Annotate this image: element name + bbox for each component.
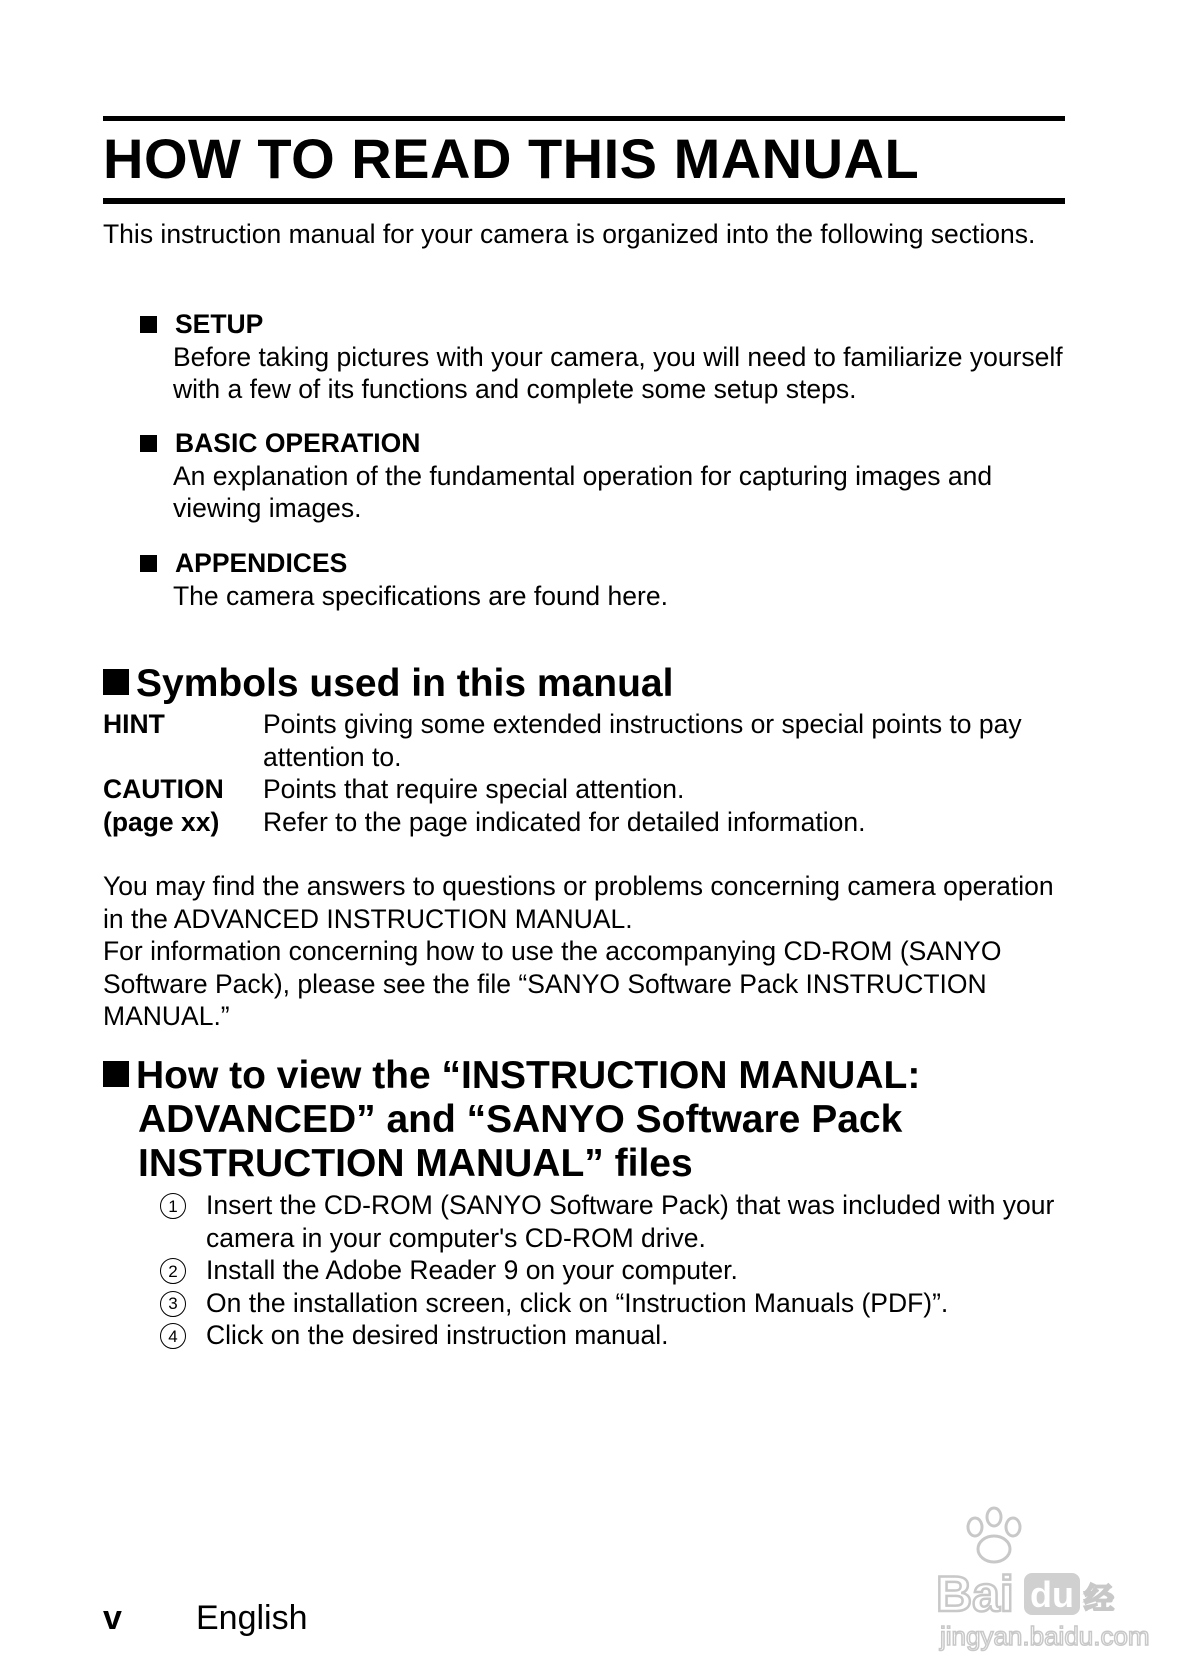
title-bottom-rule <box>103 198 1065 204</box>
section-heading: BASIC OPERATION <box>175 428 421 458</box>
step-item <box>160 1254 1065 1287</box>
symbol-row-page-ref <box>103 806 1063 839</box>
paragraph: You may find the answers to questions or problems concerning camera operation in the ADVANCED INSTRUCTION MANUAL. <box>103 871 1054 934</box>
symbol-row-caution <box>103 773 1063 806</box>
step-text: Install the Adobe Reader 9 on your computer. <box>206 1255 738 1285</box>
section-description: The camera specifications are found here. <box>173 580 668 611</box>
section-basic-operation <box>140 427 1070 525</box>
step-text: Insert the CD-ROM (SANYO Software Pack) that was included with your camera in your computer's CD-ROM drive. <box>206 1190 1055 1253</box>
step-item <box>160 1319 1065 1352</box>
title-top-rule <box>103 116 1065 121</box>
circled-number-icon: 1 <box>160 1193 186 1219</box>
svg-text:经: 经 <box>1084 1582 1114 1617</box>
symbols-heading: Symbols used in this manual <box>103 662 673 706</box>
svg-text:Bai: Bai <box>936 1566 1014 1622</box>
symbol-row-hint <box>103 708 1063 773</box>
paragraph: For information concerning how to use the accompanying CD-ROM (SANYO Software Pack), please see the file “SANYO Software Pack INSTRUCTION MANUAL.” <box>103 936 1002 1031</box>
svg-text:jingyan.baidu.com: jingyan.baidu.com <box>940 1621 1150 1651</box>
step-text: Click on the desired instruction manual. <box>206 1320 669 1350</box>
step-item <box>160 1189 1065 1254</box>
bullet-square-icon <box>140 316 157 333</box>
step-text: On the installation screen, click on “Instruction Manuals (PDF)”. <box>206 1287 949 1318</box>
section-setup <box>140 308 1070 406</box>
circled-number-icon: 2 <box>160 1258 186 1284</box>
heading-square-icon <box>103 1061 129 1087</box>
symbol-definition: Points that require special attention. <box>263 774 685 804</box>
section-appendices <box>140 547 1070 612</box>
symbol-term: (page xx) <box>103 806 220 837</box>
intro-text: This instruction manual for your camera is organized into the following sections. <box>103 219 1036 249</box>
circled-number-icon: 3 <box>160 1291 186 1317</box>
bullet-square-icon <box>140 435 157 452</box>
step-item <box>160 1287 1065 1320</box>
symbol-term: HINT <box>103 709 165 739</box>
symbols-list <box>103 708 1063 838</box>
section-description: Before taking pictures with your camera, you will need to familiarize yourself with a few of its functions and complete some setup steps. <box>173 341 1063 404</box>
page-title: HOW TO READ THIS MANUAL <box>103 127 920 190</box>
circled-number-icon: 4 <box>160 1323 186 1349</box>
symbol-definition: Points giving some extended instructions or special points to pay attention to. <box>263 709 1022 772</box>
heading-square-icon <box>103 669 129 695</box>
baidu-jingyan-watermark <box>848 1505 1150 1655</box>
section-description: An explanation of the fundamental operation for capturing images and viewing images. <box>173 460 993 523</box>
howto-heading: How to view the “INSTRUCTION MANUAL: ADVANCED” and “SANYO Software Pack INSTRUCTION MANUAL” files <box>103 1054 920 1186</box>
footer-language: English <box>196 1599 308 1637</box>
section-heading: SETUP <box>175 309 264 339</box>
svg-text:du: du <box>1030 1574 1074 1615</box>
advanced-manual-paragraph <box>103 870 1063 1033</box>
howto-steps <box>160 1189 1065 1352</box>
bullet-square-icon <box>140 555 157 572</box>
section-heading: APPENDICES <box>175 548 348 578</box>
symbol-term: CAUTION <box>103 774 224 804</box>
page-number: v <box>103 1599 122 1637</box>
symbol-definition: Refer to the page indicated for detailed information. <box>263 806 866 837</box>
